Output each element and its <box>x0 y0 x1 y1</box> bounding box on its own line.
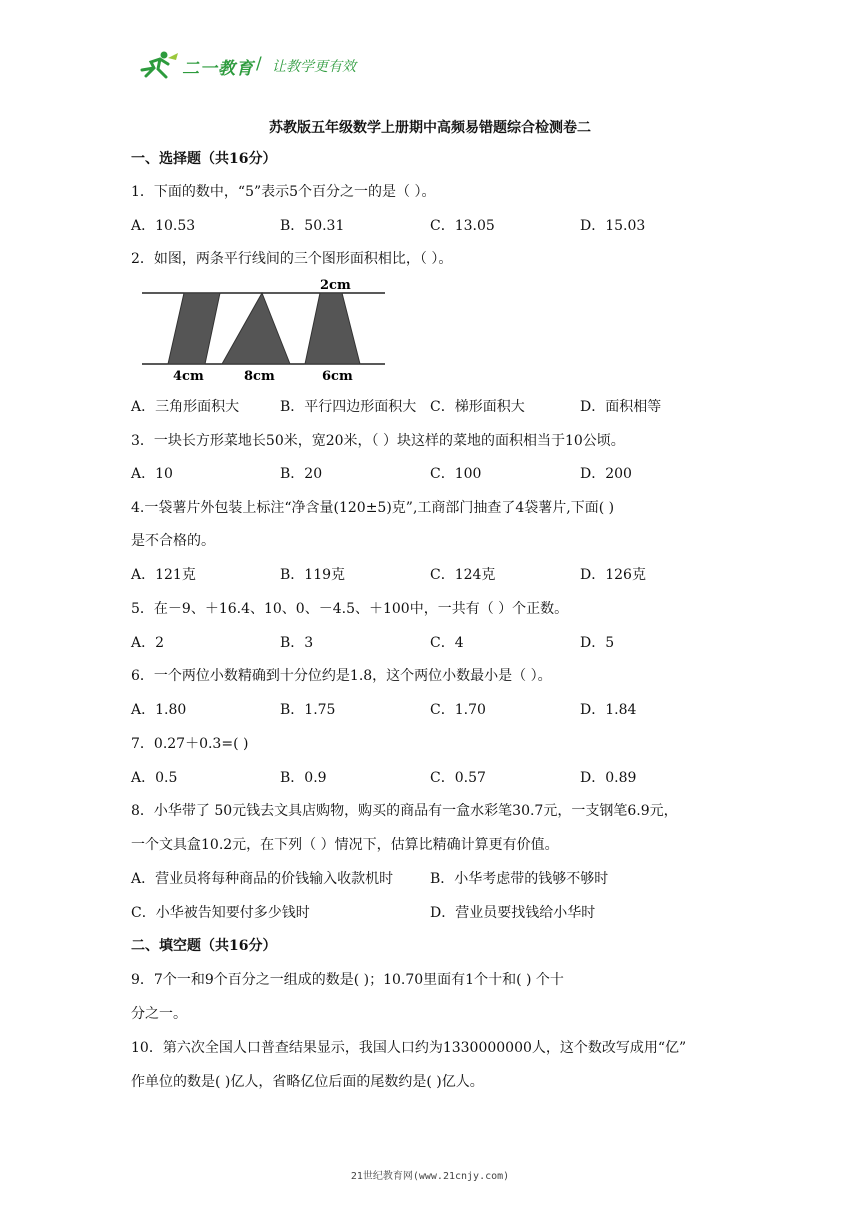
label-top-2cm: 2cm <box>320 278 351 293</box>
question-9-line-2: 分之一。 <box>131 1006 187 1022</box>
q6-option-b: B．1.75 <box>280 702 336 718</box>
q4-option-b: B．119克 <box>280 567 346 583</box>
q1-option-c: C．13.05 <box>430 218 495 234</box>
q2-option-d: D．面积相等 <box>580 399 662 415</box>
q7-option-a: A．0.5 <box>131 770 178 786</box>
question-5: 5．在－9、＋16.4、10、0、－4.5、＋100中，一共有（ ）个正数。 <box>131 601 569 617</box>
q8-option-c: C．小华被告知要付多少钱时 <box>131 905 310 921</box>
q5-option-a: A．2 <box>131 635 165 651</box>
section-heading-choice: 一、选择题（共16分） <box>131 151 277 167</box>
q6-option-c: C．1.70 <box>430 702 486 718</box>
q2-option-a: A．三角形面积大 <box>131 399 240 415</box>
question-6: 6．一个两位小数精确到十分位约是1.8，这个两位小数最小是（ ）。 <box>131 668 552 684</box>
q7-option-c: C．0.57 <box>430 770 486 786</box>
brand-slogan: 让教学更有效 <box>272 59 356 75</box>
parallelogram-shape <box>168 293 220 364</box>
section-heading-fill: 二、填空题（共16分） <box>131 938 277 954</box>
trapezoid-shape <box>305 293 360 364</box>
question-10-line-2: 作单位的数是( )亿人，省略亿位后面的尾数约是( )亿人。 <box>131 1074 484 1090</box>
q1-option-d: D．15.03 <box>580 218 646 234</box>
question-2: 2．如图，两条平行线间的三个图形面积相比，（ ）。 <box>131 251 453 267</box>
q5-option-b: B．3 <box>280 635 314 651</box>
q1-option-b: B．50.31 <box>280 218 345 234</box>
triangle-shape <box>222 293 290 364</box>
question-9-line-1: 9．7个一和9个百分之一组成的数是( )；10.70里面有1个十和( ) 个十 <box>131 972 564 988</box>
q4-option-c: C．124克 <box>430 567 496 583</box>
brand-name: 二一教育 <box>182 59 254 79</box>
label-8cm: 8cm <box>244 369 275 384</box>
q2-figure-parallel-lines <box>140 276 390 386</box>
header-logo <box>138 50 383 82</box>
question-4-line-1: 4.一袋薯片外包装上标注“净含量(120±5)克”,工商部门抽查了4袋薯片,下面( ) <box>131 500 615 516</box>
paper-title: 苏教版五年级数学上册期中高频易错题综合检测卷二 <box>269 120 591 136</box>
q3-option-c: C．100 <box>430 466 482 482</box>
q6-option-a: A．1.80 <box>131 702 187 718</box>
q2-option-b: B．平行四边形面积大 <box>280 399 417 415</box>
question-7: 7．0.27＋0.3=( ) <box>131 736 249 752</box>
q3-option-b: B．20 <box>280 466 323 482</box>
runner-logo-icon <box>138 50 180 80</box>
q5-option-d: D．5 <box>580 635 615 651</box>
q3-option-a: A．10 <box>131 466 173 482</box>
label-4cm: 4cm <box>173 369 204 384</box>
question-10-line-1: 10．第六次全国人口普查结果显示，我国人口约为1330000000人，这个数改写成用“亿” <box>131 1040 687 1056</box>
question-4-line-2: 是不合格的。 <box>131 533 215 549</box>
brand-separator: / <box>256 54 262 74</box>
question-8-line-2: 一个文具盒10.2元，在下列（ ）情况下，估算比精确计算更有价值。 <box>131 837 559 853</box>
question-3: 3．一块长方形菜地长50米，宽20米，（ ）块这样的菜地的面积相当于10公顷。 <box>131 433 625 449</box>
q2-option-c: C．梯形面积大 <box>430 399 525 415</box>
question-1: 1．下面的数中，“5”表示5个百分之一的是（ ）。 <box>131 184 436 200</box>
question-8-line-1: 8．小华带了 50元钱去文具店购物，购买的商品有一盒水彩笔30.7元，一支钢笔6.9元， <box>131 803 678 819</box>
q3-option-d: D．200 <box>580 466 632 482</box>
q4-option-d: D．126克 <box>580 567 646 583</box>
q5-option-c: C．4 <box>430 635 464 651</box>
page-footer: 21世纪教育网(www.21cnjy.com) <box>350 1171 510 1182</box>
q8-option-d: D．营业员要找钱给小华时 <box>430 905 596 921</box>
q6-option-d: D．1.84 <box>580 702 637 718</box>
q8-option-b: B．小华考虑带的钱够不够时 <box>430 871 609 887</box>
q7-option-b: B．0.9 <box>280 770 327 786</box>
q4-option-a: A．121克 <box>131 567 196 583</box>
label-6cm: 6cm <box>322 369 353 384</box>
q8-option-a: A．营业员将每种商品的价钱输入收款机时 <box>131 871 394 887</box>
q1-option-a: A．10.53 <box>131 218 196 234</box>
q7-option-d: D．0.89 <box>580 770 637 786</box>
